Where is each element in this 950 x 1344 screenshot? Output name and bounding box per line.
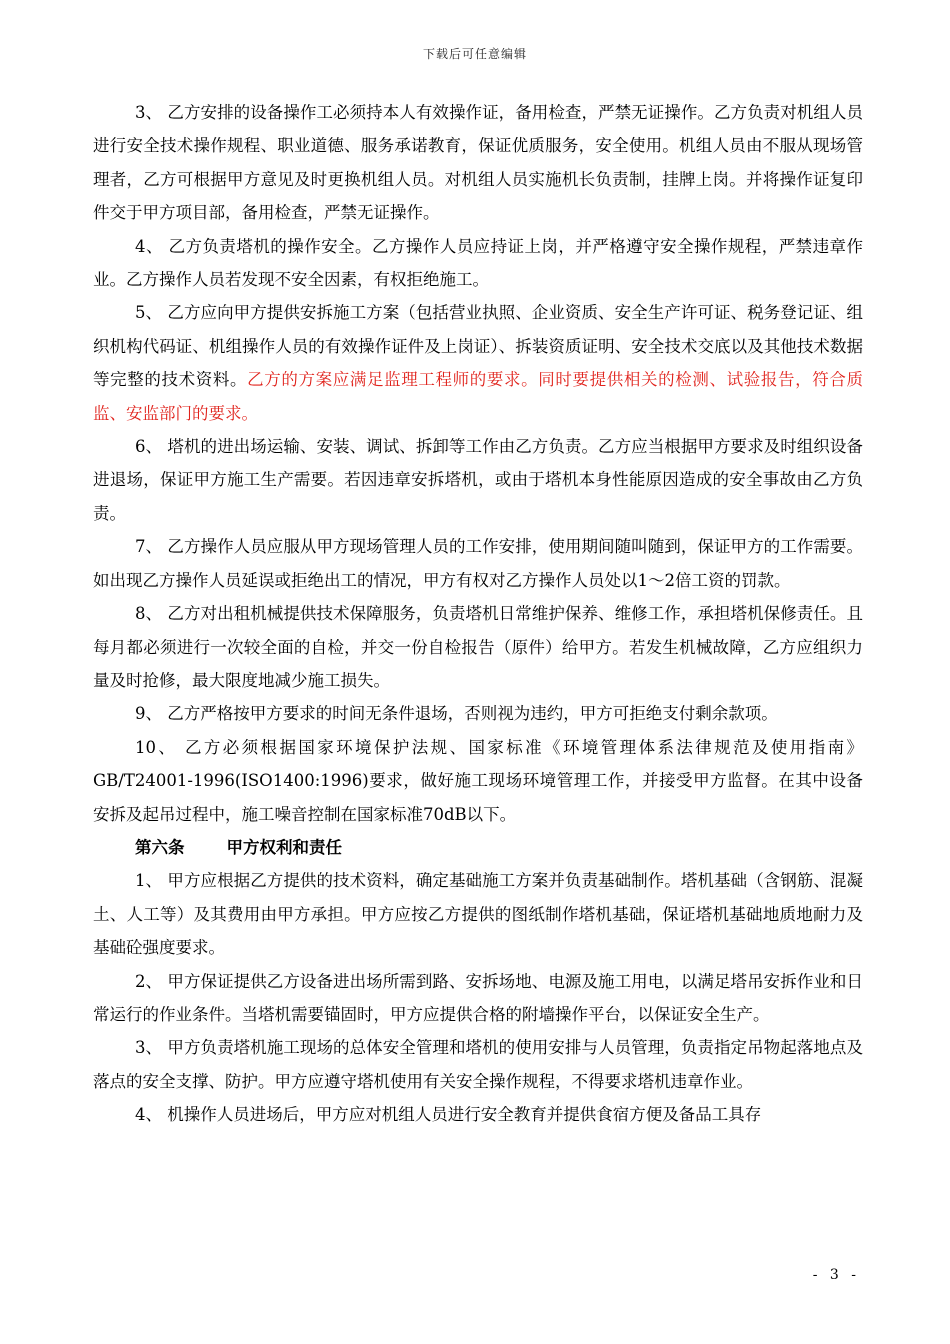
article-number: 第六条	[135, 837, 185, 857]
article-heading	[93, 831, 863, 864]
highlighted-requirement: 乙方的方案应满足监理工程师的要求。同时要提供相关的检测、试验报告，符合质监、安监部门的要求。	[93, 370, 863, 423]
paragraph-a3: 3、 甲方负责塔机施工现场的总体安全管理和塔机的使用安排与人员管理，负责指定吊物起落地点及落点的安全支撑、防护。甲方应遵守塔机使用有关安全操作规程，不得要求塔机违章作业。	[93, 1038, 863, 1091]
article-title: 甲方权利和责任	[226, 837, 342, 857]
paragraph-6: 6、 塔机的进出场运输、安装、调试、拆卸等工作由乙方负责。乙方应当根据甲方要求及时组织设备进退场，保证甲方施工生产需要。若因违章安拆塔机，或由于塔机本身性能原因造成的安全事故由乙方负责。	[93, 437, 863, 523]
paragraph-a4: 4、 机操作人员进场后，甲方应对机组人员进行安全教育并提供食宿方便及备品工具存	[135, 1105, 762, 1125]
paragraph-a1: 1、 甲方应根据乙方提供的技术资料，确定基础施工方案并负责基础制作。塔机基础（含钢筋、混凝土、人工等）及其费用由甲方承担。甲方应按乙方提供的图纸制作塔机基础，保证塔机基础地质地耐力及基础砼强度要求。	[93, 871, 863, 958]
paragraph-9: 9、 乙方严格按甲方要求的时间无条件退场，否则视为违约，甲方可拒绝支付剩余款项。	[135, 704, 778, 724]
document-body	[93, 96, 863, 1132]
paragraph-3: 3、 乙方安排的设备操作工必须持本人有效操作证，备用检查，严禁无证操作。乙方负责对机组人员进行安全技术操作规程、职业道德、服务承诺教育，保证优质服务，安全使用。机组人员由不服从现场管理者，乙方可根据甲方意见及时更换机组人员。对机组人员实施机长负责制，挂牌上岗。并将操作证复印件交于甲方项目部，备用检查，严禁无证操作。	[93, 103, 863, 223]
paragraph-8: 8、 乙方对出租机械提供技术保障服务，负责塔机日常维护保养、维修工作，承担塔机保修责任。且每月都必须进行一次较全面的自检，并交一份自检报告（原件）给甲方。若发生机械故障，乙方应组织力量及时抢修，最大限度地减少施工损失。	[93, 604, 863, 690]
paragraph-a2: 2、 甲方保证提供乙方设备进出场所需到路、安拆场地、电源及施工用电，以满足塔吊安拆作业和日常运行的作业条件。当塔机需要锚固时，甲方应提供合格的附墙操作平台，以保证安全生产。	[93, 971, 863, 1024]
paragraph-10: 10、 乙方必须根据国家环境保护法规、国家标准《环境管理体系法律规范及使用指南》GB/T24001-1996(ISO1400:1996)要求，做好施工现场环境管理工作，并接受甲方监督。在其中设备安拆及起吊过程中，施工噪音控制在国家标准70dB以下。	[93, 737, 863, 824]
paragraph-7: 7、 乙方操作人员应服从甲方现场管理人员的工作安排，使用期间随叫随到，保证甲方的工作需要。如出现乙方操作人员延误或拒绝出工的情况，甲方有权对乙方操作人员处以1～2倍工资的罚款。	[93, 537, 863, 590]
page-number: - 3 -	[812, 1267, 860, 1283]
paragraph-4: 4、 乙方负责塔机的操作安全。乙方操作人员应持证上岗，并严格遵守安全操作规程，严禁违章作业。乙方操作人员若发现不安全因素，有权拒绝施工。	[93, 236, 863, 290]
header-note: 下载后可任意编辑	[422, 47, 527, 61]
paragraph-5: 5、 乙方应向甲方提供安拆施工方案（包括营业执照、企业资质、安全生产许可证、税务登记证、组织机构代码证、机组操作人员的有效操作证件及上岗证）、拆装资质证明、安全技术交底以及其他技术数据等完整的技术资料。乙方的方案应满足监理工程师的要求。同时要提供相关的检测、试验报告，符合质监、安监部门的要求。	[93, 303, 863, 423]
